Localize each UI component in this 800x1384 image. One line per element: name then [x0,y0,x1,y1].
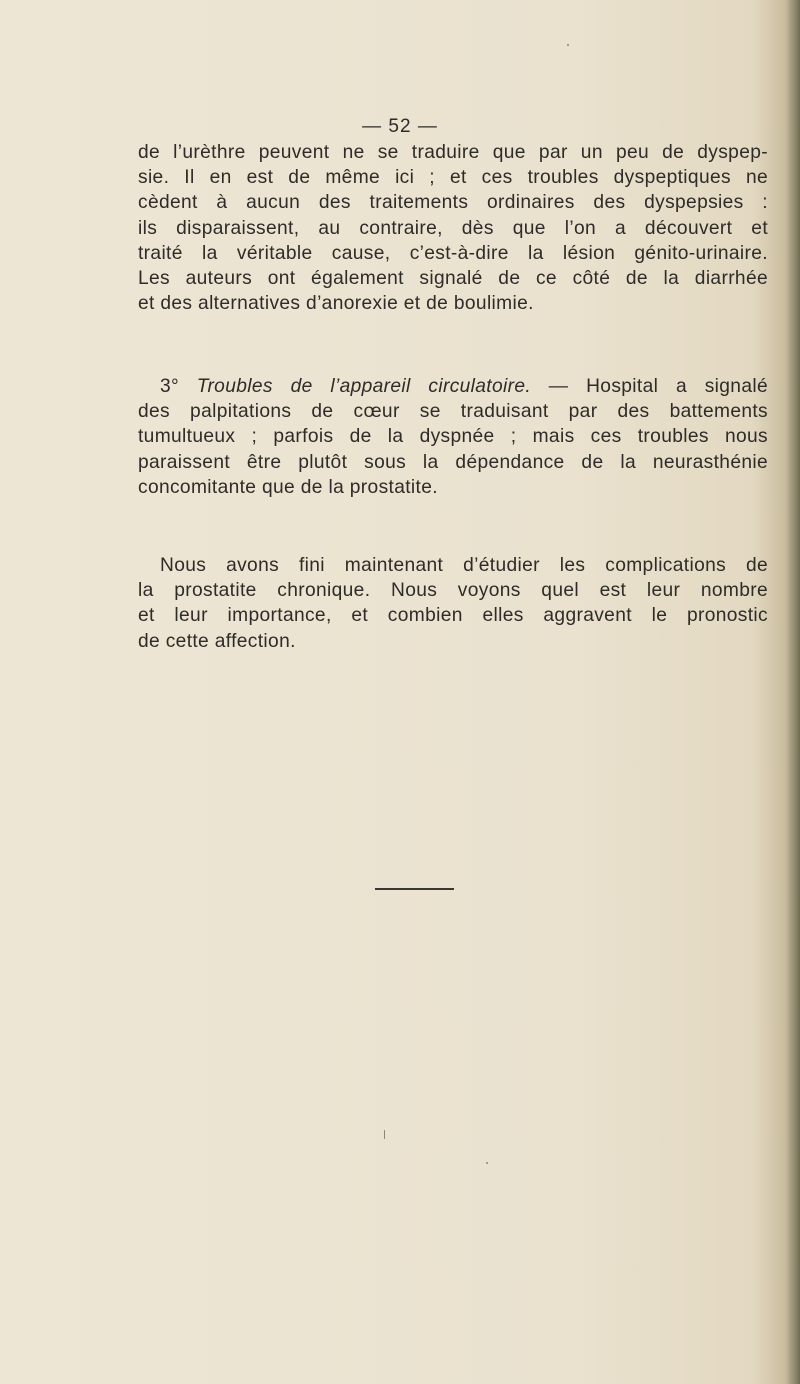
paragraph-circulatory-troubles [138,374,768,500]
paper-speck [384,1130,385,1139]
text-line: des palpitations de cœur se traduisant par des battements [138,401,768,423]
text-line: de l’urèthre peuvent ne se traduire que par un peu de dyspep- [138,142,768,163]
paragraph-digestive-troubles [138,140,768,316]
text-line: tumultueux ; parfois de la dyspnée ; mais ces troubles nous [138,426,768,448]
section-end-rule [375,888,454,890]
text-line: la prostatite chronique. Nous voyons quel est leur nombre [138,580,768,602]
paragraph-conclusion [138,553,768,654]
page-number: — 52 — [362,116,438,137]
text-line: ils disparaissent, au contraire, dès que l’on a découvert et [138,217,768,239]
page-edge-shadow [786,0,800,1384]
section-number: 3° [160,376,197,397]
text-line: sie. Il en est de même ici ; et ces troubles dyspeptiques ne [138,167,768,189]
section-lead: — Hospital a signalé [531,376,768,397]
text-line: Les auteurs ont également signalé de ce côté de la diarrhée [138,267,768,289]
paper-speck [567,44,569,46]
paper-speck [486,1162,488,1164]
text-line-heading [138,374,768,399]
text-line: traité la véritable cause, c’est-à-dire la lésion génito-urinaire. [138,242,768,264]
text-line: Nous avons fini maintenant d’étudier les complications de [160,555,768,576]
text-line: de cette affection. [138,630,296,652]
text-line: cèdent à aucun des traitements ordinaires des dyspepsies : [138,192,768,214]
text-line: paraissent être plutôt sous la dépendance de la neurasthénie [138,451,768,473]
text-line: concomitante que de la prostatite. [138,476,438,498]
section-title: Troubles de l’appareil circulatoire. [196,376,532,397]
text-line: et des alternatives d’anorexie et de boulimie. [138,293,534,315]
text-line: et leur importance, et combien elles aggravent le pronostic [138,605,768,627]
